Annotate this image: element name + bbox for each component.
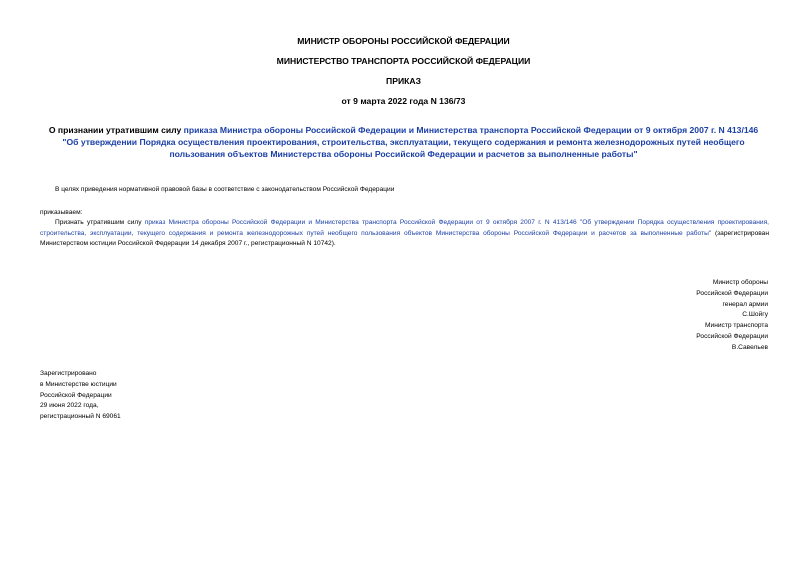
- signature-block: [696, 278, 768, 354]
- signature-line: С.Шойгу: [742, 311, 768, 319]
- header-ministry-defense: МИНИСТР ОБОРОНЫ РОССИЙСКОЙ ФЕДЕРАЦИИ: [297, 36, 510, 46]
- registration-line: регистрационный N 69061: [40, 413, 121, 421]
- signature-line: генерал армии: [722, 300, 768, 308]
- registration-line: в Министерстве юстиции: [40, 380, 117, 388]
- preamble-text: В целях приведения нормативной правовой базы в соответствие с законодательством Российской Федерации: [55, 186, 395, 193]
- registration-line: 29 июня 2022 года,: [40, 402, 99, 410]
- body-suffix: (зарегистрирован Министерством юстиции Российской Федерации 14 декабря 2007 г., регистрационный N 10742).: [40, 229, 769, 247]
- title-order-link[interactable]: приказа Министра обороны Российской Федерации и Министерства транспорта Российской Федерации от 9 октября 2007 г. N 413/146 "Об утверждении Порядка осуществления проектирования, строительства, эксплуатации, текущего содержания и ремонта железнодорожных путей необщего пользования объектов Министерства обороны Российской Федерации и расчетов за выполненные работы": [62, 125, 759, 159]
- signature-line: В.Савельев: [731, 343, 768, 351]
- header-doc-type: ПРИКАЗ: [386, 76, 421, 86]
- body-paragraph: [40, 218, 769, 250]
- document-title: [40, 124, 767, 160]
- order-word: приказываем:: [40, 209, 83, 216]
- header-ministry-transport: МИНИСТЕРСТВО ТРАНСПОРТА РОССИЙСКОЙ ФЕДЕРАЦИИ: [276, 56, 531, 66]
- signature-line: Министр обороны: [712, 279, 768, 286]
- body-prefix: Признать утратившим силу: [55, 219, 145, 226]
- signature-line: Российской Федерации: [696, 289, 768, 297]
- header-date-number: от 9 марта 2022 года N 136/73: [341, 96, 466, 106]
- title-prefix: О признании утратившим силу: [48, 125, 184, 135]
- registration-line: Зарегистрировано: [40, 370, 97, 377]
- signature-line: Российской Федерации: [696, 332, 768, 340]
- registration-line: Российской Федерации: [40, 391, 112, 399]
- signature-line: Министр транспорта: [705, 322, 768, 330]
- registration-block: [40, 369, 121, 423]
- body-order-link[interactable]: приказ Министра обороны Российской Федерации и Министерства транспорта Российской Федерации от 9 октября 2007 г. N 413/146 "Об утверждении Порядка осуществления проектирования, строительства, эксплуатации, текущего содержания и ремонта железнодорожных путей необщего пользования объектов Министерства обороны Российской Федерации и расчетов за выполненные работы": [40, 219, 769, 237]
